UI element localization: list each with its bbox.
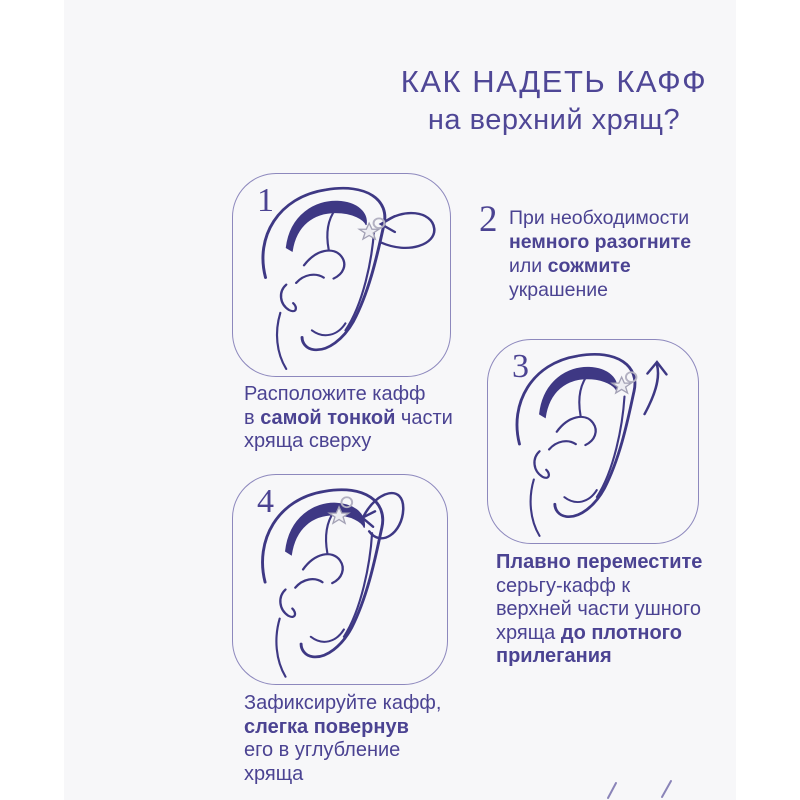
- step-4-number: 4: [257, 483, 274, 520]
- infographic-card: [64, 0, 736, 800]
- title-line-2: на верхний хрящ?: [427, 104, 681, 136]
- step-1-caption: Расположите кафф в самой тонкой части хряща сверху: [244, 383, 453, 452]
- step-1-number: 1: [257, 182, 274, 219]
- curve-arrow-up-icon: [645, 362, 667, 414]
- page-title: [364, 62, 744, 139]
- title-line-1: КАК НАДЕТЬ КАФФ: [400, 64, 708, 99]
- step-4-box: [232, 474, 448, 685]
- step-2-caption: При необходимости немного разогните или сожмите украшение: [509, 207, 692, 301]
- loop-arrow-left-icon: [381, 213, 434, 248]
- ear-illustration-step-4: [233, 475, 447, 684]
- ear-illustration-step-1: [233, 174, 450, 376]
- step-1-box: [232, 173, 451, 377]
- step-3-box: [487, 339, 699, 544]
- step-3-caption: Плавно переместите серьгу-кафф к верхней части ушного хряща до плотного прилегания: [496, 551, 703, 667]
- step-4-caption: Зафиксируйте кафф, слегка повернув его в углубление хряща: [244, 692, 442, 785]
- ear-illustration-step-3: [488, 340, 698, 543]
- signature-fragment: [594, 778, 684, 800]
- step-3-number: 3: [512, 348, 529, 385]
- step-2-number: 2: [479, 199, 498, 240]
